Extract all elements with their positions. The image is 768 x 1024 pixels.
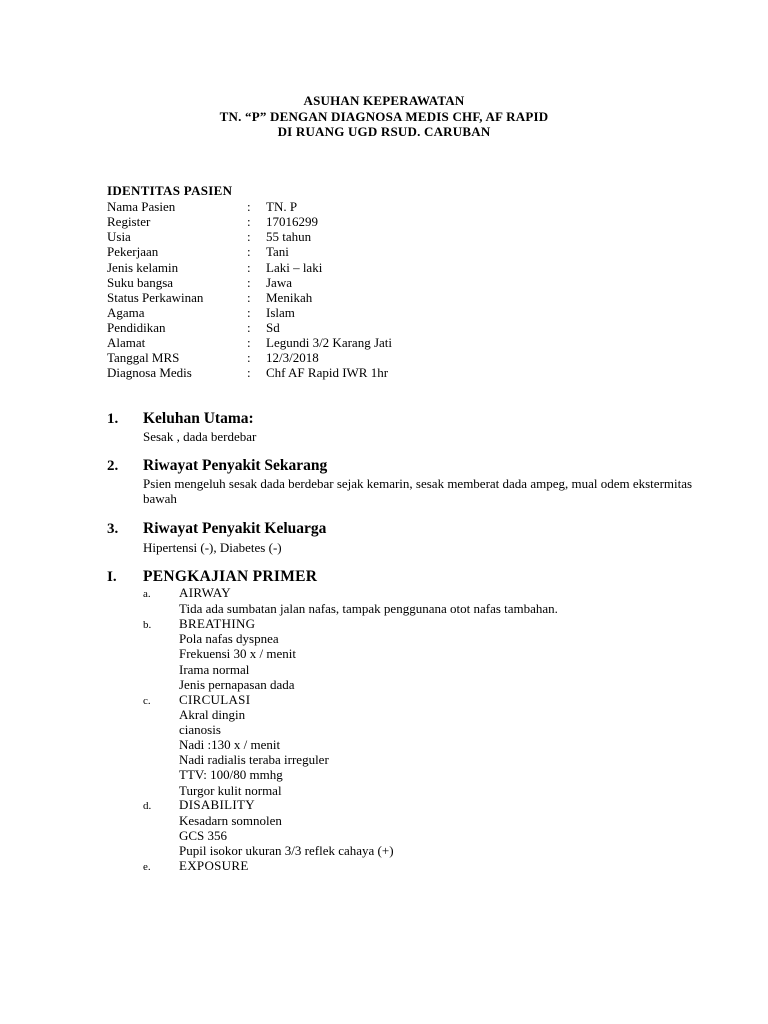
- identitas-label: Diagnosa Medis: [107, 365, 192, 380]
- identitas-label: Pekerjaan: [107, 244, 159, 259]
- identitas-label: Register: [107, 214, 151, 229]
- identitas-value: Jawa: [266, 275, 292, 290]
- section-number: 1.: [107, 411, 119, 427]
- identitas-colon: :: [247, 275, 251, 290]
- doc-title-line-2: TN. “P” DENGAN DIAGNOSA MEDIS CHF, AF RAPID: [219, 109, 549, 124]
- identitas-value: 17016299: [266, 214, 318, 229]
- section-title-pengkajian-primer: PENGKAJIAN PRIMER: [143, 568, 318, 585]
- section-text: Sesak , dada berdebar: [143, 429, 257, 444]
- identitas-colon: :: [247, 305, 251, 320]
- identitas-label: Suku bangsa: [107, 275, 174, 290]
- item-line: Tida ada sumbatan jalan nafas, tampak penggunana otot nafas tambahan.: [179, 601, 558, 616]
- item-letter: e.: [143, 861, 151, 873]
- item-line: Nadi radialis teraba irreguler: [179, 752, 329, 767]
- section-title-keluhan-utama: Keluhan Utama:: [143, 410, 254, 427]
- identitas-colon: :: [247, 350, 251, 365]
- doc-title-line-3: DI RUANG UGD RSUD. CARUBAN: [277, 124, 491, 139]
- identitas-colon: :: [247, 199, 251, 214]
- item-title-circulasi: CIRCULASI: [179, 692, 251, 707]
- item-line: Turgor kulit normal: [179, 783, 282, 798]
- section-title-riwayat-sekarang: Riwayat Penyakit Sekarang: [143, 457, 328, 474]
- section-number: 2.: [107, 458, 119, 474]
- identitas-heading: IDENTITAS PASIEN: [107, 183, 233, 198]
- identitas-colon: :: [247, 260, 251, 275]
- section-number: 3.: [107, 521, 119, 537]
- item-line: Frekuensi 30 x / menit: [179, 646, 296, 661]
- identitas-colon: :: [247, 335, 251, 350]
- identitas-value: TN. P: [266, 199, 298, 214]
- identitas-label: Status Perkawinan: [107, 290, 204, 305]
- section-number-roman: I.: [107, 569, 117, 585]
- item-line: Nadi :130 x / menit: [179, 737, 281, 752]
- item-line: Akral dingin: [179, 707, 246, 722]
- identitas-colon: :: [247, 244, 251, 259]
- item-title-exposure: EXPOSURE: [179, 858, 249, 873]
- item-line: Pupil isokor ukuran 3/3 reflek cahaya (+): [179, 843, 394, 858]
- identitas-label: Jenis kelamin: [107, 260, 179, 275]
- identitas-value: Laki – laki: [266, 260, 323, 275]
- identitas-value: Chf AF Rapid IWR 1hr: [266, 365, 389, 380]
- identitas-value: Sd: [266, 320, 280, 335]
- identitas-label: Usia: [107, 229, 131, 244]
- identitas-value: Tani: [266, 244, 289, 259]
- item-line: Pola nafas dyspnea: [179, 631, 279, 646]
- identitas-colon: :: [247, 320, 251, 335]
- item-title-breathing: BREATHING: [179, 616, 256, 631]
- section-text: Hipertensi (-), Diabetes (-): [143, 540, 282, 555]
- identitas-value: Legundi 3/2 Karang Jati: [266, 335, 392, 350]
- identitas-label: Tanggal MRS: [107, 350, 180, 365]
- identitas-label: Agama: [107, 305, 145, 320]
- identitas-value: Menikah: [266, 290, 313, 305]
- identitas-value: 12/3/2018: [266, 350, 319, 365]
- doc-title-line-1: ASUHAN KEPERAWATAN: [303, 93, 465, 108]
- item-line: TTV: 100/80 mmhg: [179, 767, 283, 782]
- identitas-label: Alamat: [107, 335, 146, 350]
- identitas-colon: :: [247, 229, 251, 244]
- identitas-label: Pendidikan: [107, 320, 166, 335]
- item-line: cianosis: [179, 722, 221, 737]
- identitas-colon: :: [247, 290, 251, 305]
- identitas-label: Nama Pasien: [107, 199, 176, 214]
- item-letter: d.: [143, 800, 152, 812]
- section-text: Psien mengeluh sesak dada berdebar sejak kemarin, sesak memberat dada ampeg, mual odem ekstermitas bawah: [143, 476, 693, 506]
- section-title-riwayat-keluarga: Riwayat Penyakit Keluarga: [143, 520, 327, 537]
- identitas-colon: :: [247, 365, 251, 380]
- item-title-disability: DISABILITY: [179, 797, 255, 812]
- item-letter: b.: [143, 619, 152, 631]
- item-letter: a.: [143, 588, 151, 600]
- identitas-value: 55 tahun: [266, 229, 312, 244]
- item-line: Jenis pernapasan dada: [179, 677, 295, 692]
- item-title-airway: AIRWAY: [179, 585, 231, 600]
- item-line: Irama normal: [179, 662, 250, 677]
- item-line: Kesadarn somnolen: [179, 813, 282, 828]
- item-line: GCS 356: [179, 828, 228, 843]
- identitas-colon: :: [247, 214, 251, 229]
- identitas-value: Islam: [266, 305, 295, 320]
- item-letter: c.: [143, 695, 151, 707]
